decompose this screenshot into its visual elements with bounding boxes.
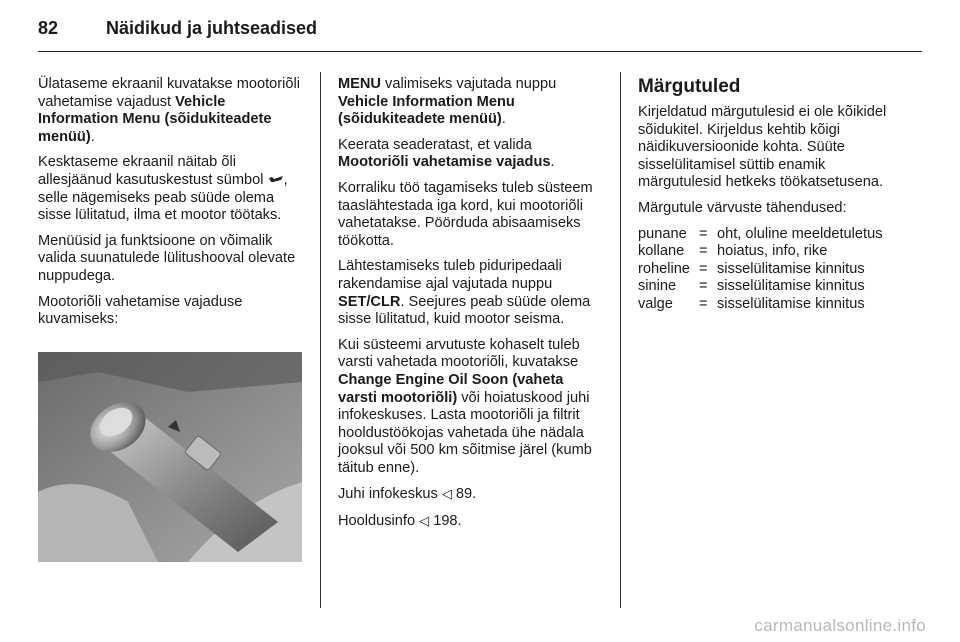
column-divider xyxy=(620,72,621,608)
equals-sign: = xyxy=(699,243,708,260)
paragraph-text: , selle nägemiseks peab süüde olema sisse lülitatud, ilma et mootor töötaks. xyxy=(38,171,288,224)
cross-reference[interactable] xyxy=(338,512,606,531)
equals-sign: = xyxy=(699,295,708,312)
page-number: 82 xyxy=(38,18,59,38)
color-name: valge xyxy=(638,295,673,312)
table-row xyxy=(638,243,883,261)
paragraph-text: Kesktaseme ekraanil näitab õli allesjäänud kasutuskestust sümbol xyxy=(38,154,268,188)
color-name: sinine xyxy=(638,278,677,295)
paragraph-text: valimiseks vajutada nuppu xyxy=(380,76,557,92)
paragraph: Korraliku töö tagamiseks tuleb süsteem taaslähtestada iga kord, kui mootoriõli vahetatakse. Pöörduda abisaamiseks töökotta. xyxy=(338,179,593,249)
paragraph-text: . xyxy=(501,111,506,128)
paragraph-text: Kui süsteemi arvutuste kohaselt tuleb varsti vahetada mootoriõli, kuvatakse xyxy=(338,336,580,371)
color-meaning: sisselülitamise kinnitus xyxy=(717,260,865,277)
paragraph: Mootoriõli vahetamise vajaduse kuvamiseks: xyxy=(38,293,243,328)
paragraph-text: Lähtestamiseks tuleb piduripedaali rakendamise ajal vajutada nuppu xyxy=(338,258,562,292)
page-reference[interactable]: 198. xyxy=(433,513,462,530)
paragraph xyxy=(38,154,306,224)
header-divider xyxy=(38,51,922,52)
message-term: Change Engine Oil Soon (vaheta varsti mootoriõli) xyxy=(338,371,564,406)
cross-reference[interactable] xyxy=(338,485,606,504)
paragraph xyxy=(338,76,606,129)
button-term: SET/CLR xyxy=(338,293,401,310)
color-meaning: hoiatus, info, rike xyxy=(717,243,828,260)
stalk-photo xyxy=(38,352,302,562)
paragraph-text: Ülataseme ekraanil kuvatakse mootoriõli vahetamise vajadust xyxy=(38,76,300,110)
paragraph-text: . Seejures peab süüde olema sisse lülitatud, kuid mootor seisma. xyxy=(338,293,591,328)
table-row xyxy=(638,226,883,244)
paragraph xyxy=(338,337,606,478)
paragraph xyxy=(38,76,306,146)
menu-term: Mootoriõli vahetamise vajadus xyxy=(338,154,551,171)
color-name: roheline xyxy=(638,260,690,277)
watermark: carmanualsonline.info xyxy=(754,616,926,635)
paragraph-text: Juhi infokeskus xyxy=(338,486,442,503)
paragraph xyxy=(338,137,606,172)
reference-arrow-icon: ◁ xyxy=(419,513,430,529)
oil-can-icon xyxy=(268,172,284,188)
paragraph-text: Hooldusinfo xyxy=(338,513,420,530)
reference-arrow-icon: ◁ xyxy=(441,486,452,502)
chapter-title: Näidikud ja juhtseadised xyxy=(106,18,318,38)
column-divider xyxy=(320,72,321,608)
color-meaning: oht, oluline meeldetuletus xyxy=(717,225,883,242)
menu-term: Vehicle Information Menu (sõidukiteadete menüü) xyxy=(38,93,272,145)
table-row xyxy=(638,278,883,296)
page-reference[interactable]: 89. xyxy=(455,486,477,503)
paragraph: Menüüsid ja funktsioone on võimalik valida suunatulede lülitushooval olevate nuppudega. xyxy=(38,232,296,284)
menu-term: Vehicle Information Menu (sõidukiteadete menüü) xyxy=(338,93,515,128)
paragraph: Märgutule värvuste tähendused: xyxy=(638,199,847,216)
color-meaning: sisselülitamise kinnitus xyxy=(717,295,865,312)
paragraph xyxy=(338,258,606,328)
section-heading: Märgutuled xyxy=(638,76,741,97)
button-term: MENU xyxy=(338,76,381,92)
equals-sign: = xyxy=(699,278,708,295)
color-meaning: sisselülitamise kinnitus xyxy=(717,278,865,295)
paragraph-text: . xyxy=(90,128,95,145)
paragraph-text: . xyxy=(550,154,555,171)
table-row xyxy=(638,296,883,314)
equals-sign: = xyxy=(699,260,708,277)
column-3 xyxy=(638,76,908,314)
paragraph-text: või hoiatuskood juhi infokeskuses. Lasta mootoriõli ja filtrit hooldustöökojas vahetada ühe nädala jooksul või 500 km sõitmise järel (kumb täitub enne). xyxy=(338,389,592,476)
column-2 xyxy=(338,76,606,539)
color-meaning-table xyxy=(638,226,883,314)
color-name: kollane xyxy=(638,243,685,260)
paragraph: Kirjeldatud märgutulesid ei ole kõikidel sõidukitel. Kirjeldus kehtib kõigi näidikuversioonide kohta. Süüte sisselülitamisel süttib enamik märgutulesid hetkeks töökatsetusena. xyxy=(638,104,887,191)
color-name: punane xyxy=(638,225,687,242)
column-1 xyxy=(38,76,306,337)
paragraph-text: Keerata seaderatast, et valida xyxy=(338,136,532,153)
page-header xyxy=(38,18,922,52)
equals-sign: = xyxy=(699,225,708,242)
table-row xyxy=(638,261,883,279)
